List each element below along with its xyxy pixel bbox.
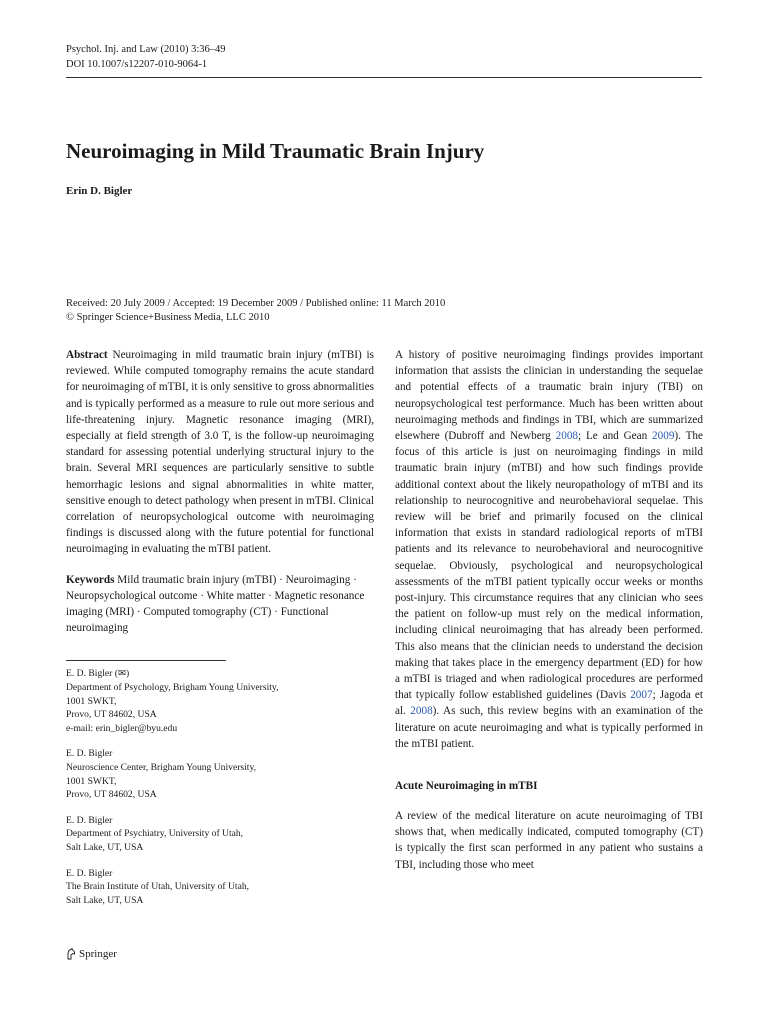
affiliation-author: E. D. Bigler	[66, 867, 113, 879]
affiliation-line: Neuroscience Center, Brigham Young University,	[66, 762, 257, 774]
affiliation-1	[66, 667, 374, 735]
journal-citation: Psychol. Inj. and Law (2010) 3:36–49	[66, 44, 226, 55]
affiliation-line: 1001 SWKT,	[66, 775, 117, 787]
affiliation-email[interactable]: e-mail: erin_bigler@byu.edu	[66, 722, 178, 734]
abstract-label: Abstract	[66, 349, 108, 361]
keywords-text: Mild traumatic brain injury (mTBI) · Neuroimaging · Neuropsychological outcome · White matter · Magnetic resonance imaging (MRI) · Computed tomography (CT) · Functional neuroimaging	[66, 573, 365, 635]
section-heading: Acute Neuroimaging in mTBI	[395, 780, 538, 793]
doi: DOI 10.1007/s12207-010-9064-1	[66, 59, 208, 70]
affiliation-line: Department of Psychiatry, University of Utah,	[66, 828, 244, 840]
article-author: Erin D. Bigler	[66, 185, 133, 197]
affiliation-4	[66, 867, 374, 908]
intro-text: ). The focus of this article is just on neuroimaging findings in mild traumatic brain injury (mTBI) and how such findings provide additional context about the likely neuropathology of mTBI and its relationship to neurocognitive and neurobehavioral sequelae. This review will be brief and primarily focused on the clinical information that exists in standard radiological reports of mTBI patients and its relevance to neurobehavioral and neurocognitive sequelae. Obviously, psychological and neuropsychological assessments of the mTBI patient typically occur weeks or months post-injury. This circumstance requires that any clinician who sees the patient on follow-up must rely on the medical information, including clinical neuroimaging that has already been performed. This also means that the clinician needs to understand the decision making that takes place in the emergency department (ED) for how a mTBI is triaged and when radiological procedures are performed that typically follow established guidelines (Davis	[395, 430, 703, 702]
affiliation-line: Provo, UT 84602, USA	[66, 709, 157, 721]
affiliation-3	[66, 814, 374, 855]
citation-link[interactable]: 2009	[652, 430, 675, 443]
intro-text: A history of positive neuroimaging findings provides important information that assists the clinician in understanding the sequelae and potential effects of a traumatic brain injury (TBI) on neuropsychological test performance. Much has been written about neuroimaging methods and findings in TBI, which are summarized elsewhere (Dubroff and Newberg	[395, 349, 703, 443]
citation-link[interactable]: 2008	[555, 430, 578, 443]
affiliation-line: The Brain Institute of Utah, University of Utah,	[66, 881, 250, 893]
intro-text: ). As such, this review begins with an examination of the literature on acute neuroimaging and what is typically performed in the mTBI patient.	[395, 705, 704, 750]
intro-text: ; Le and Gean	[578, 430, 653, 443]
affiliation-author: E. D. Bigler	[66, 748, 113, 760]
history-dates: Received: 20 July 2009 / Accepted: 19 December 2009 / Published online: 11 March 2010	[66, 298, 446, 309]
abstract	[66, 347, 374, 558]
affiliation-line: 1001 SWKT,	[66, 695, 117, 707]
right-column	[395, 347, 703, 873]
affiliation-2	[66, 747, 374, 801]
keywords	[66, 572, 374, 637]
affiliation-author: E. D. Bigler	[66, 814, 113, 826]
keywords-label: Keywords	[66, 573, 115, 586]
intro-text: ; Jagoda et al.	[395, 689, 704, 718]
publisher-name: Springer	[79, 948, 117, 960]
left-column	[66, 347, 374, 919]
affiliation-line: Salt Lake, UT, USA	[66, 894, 144, 906]
section-paragraph: A review of the medical literature on acute neuroimaging of TBI shows that, when medically indicated, computed tomography (CT) is typically the first scan performed in any patient who sustains a TBI, including those who meet	[395, 810, 703, 871]
journal-info	[66, 42, 226, 72]
publication-dates	[66, 297, 445, 325]
affiliation-line: Department of Psychology, Brigham Young University,	[66, 682, 279, 694]
article-title: Neuroimaging in Mild Traumatic Brain Injury	[66, 139, 485, 163]
affiliation-author: E. D. Bigler (✉)	[66, 668, 130, 680]
affiliation-divider	[66, 660, 226, 661]
copyright: © Springer Science+Business Media, LLC 2010	[66, 312, 270, 323]
header-divider	[66, 77, 702, 78]
affiliation-line: Provo, UT 84602, USA	[66, 789, 157, 801]
affiliation-line: Salt Lake, UT, USA	[66, 841, 144, 853]
citation-link[interactable]: 2008	[410, 705, 433, 718]
springer-horse-icon	[66, 948, 76, 960]
intro-paragraph	[395, 347, 703, 752]
publisher-footer	[66, 948, 117, 960]
abstract-text: Neuroimaging in mild traumatic brain injury (mTBI) is reviewed. While computed tomography remains the acute standard for neuroimaging of mTBI, it is only sensitive to gross abnormalities and is typically performed as a measure to rule out more serious and life-threatening injury. Magnetic resonance imaging (MRI), especially at field strength of 3.0 T, is the follow-up neuroimaging standard for assessing potential underlying structural injury to the brain. Several MRI sequences are particularly sensitive to subtle hemorrhagic lesions and signal abnormalities in white matter, sensitive enough to detect pathology when present in mTBI. Clinical correlation of neuropsychological outcome with neuroimaging findings is discussed along with the future potential for functional neuroimaging in evaluating the mTBI patient.	[66, 349, 374, 556]
citation-link[interactable]: 2007	[630, 689, 653, 702]
